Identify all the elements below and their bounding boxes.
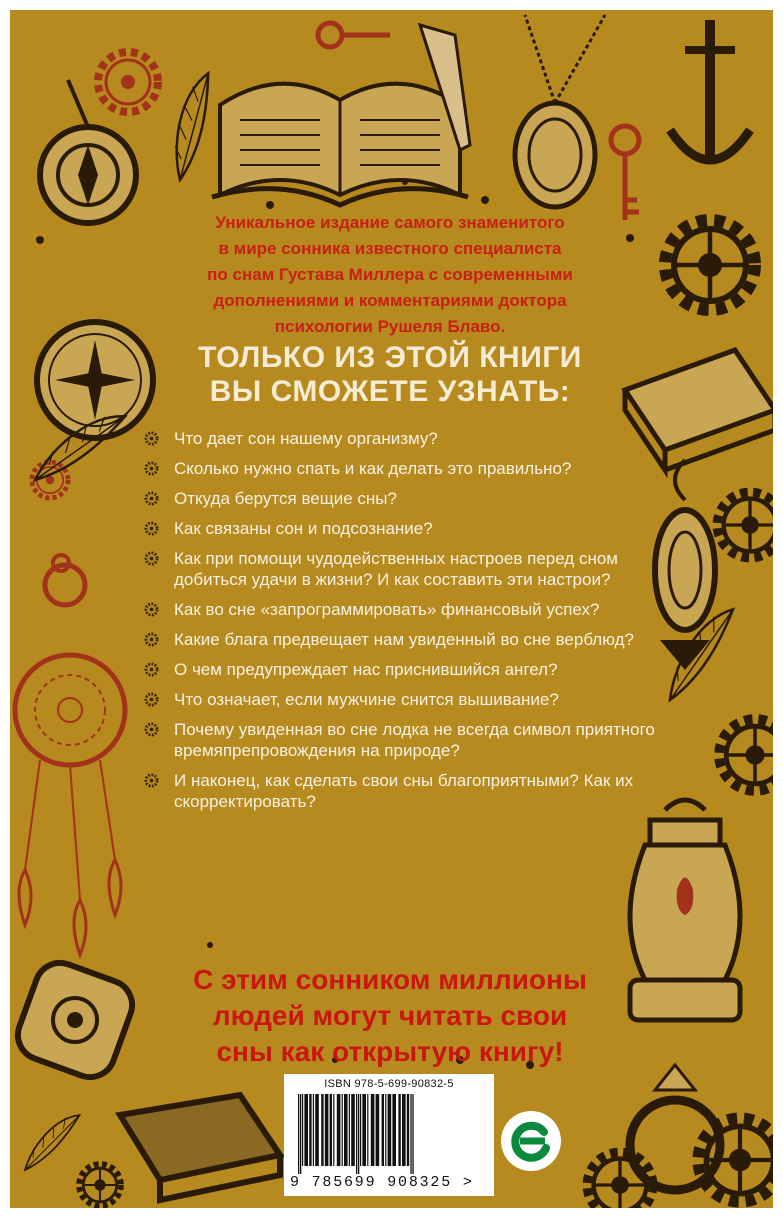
- question-text: Что означает, если мужчине снится вышивание?: [174, 690, 559, 709]
- gear-bullet-icon: [144, 692, 159, 707]
- gear-bullet-icon: [144, 632, 159, 647]
- question-text: Почему увиденная во сне лодка не всегда символ приятного времяпрепровождения на природе?: [174, 720, 655, 760]
- gear-bullet-icon: [144, 551, 159, 566]
- gear-bullet-icon: [144, 491, 159, 506]
- headline-line-1: ТОЛЬКО ИЗ ЭТОЙ КНИГИ: [198, 341, 582, 374]
- question-item: [144, 548, 664, 590]
- question-item: [144, 629, 664, 650]
- anchor-icon: [670, 20, 750, 160]
- isbn-barcode: [284, 1074, 494, 1196]
- question-text: Как связаны сон и подсознание?: [174, 519, 433, 538]
- gear-icon: [665, 220, 755, 310]
- dreamcatcher-icon: [15, 655, 125, 955]
- question-text: О чем предупреждает нас приснившийся ангел?: [174, 660, 558, 679]
- question-text: Как во сне «запрограммировать» финансовый успех?: [174, 600, 600, 619]
- publisher-logo-icon: [500, 1110, 562, 1172]
- gear-bullet-icon: [144, 602, 159, 617]
- ring-icon: [45, 555, 85, 605]
- question-item: [144, 488, 664, 509]
- book-icon: [120, 1095, 280, 1200]
- book-icon: [212, 84, 468, 205]
- key-icon: [318, 23, 390, 47]
- closing-slogan: С этим сонником миллионы людей могут читать свои сны как открытую книгу!: [193, 964, 587, 1067]
- brooch-icon: [40, 80, 136, 223]
- feather-icon: [159, 69, 221, 181]
- cover-blurb: Уникальное издание самого знаменитого в мире сонника известного специалиста по снам Густава Миллера с современными дополнениями и комментариями доктора психологии Рушеля Блаво.: [207, 213, 573, 336]
- question-item: [144, 689, 664, 710]
- gear-bullet-icon: [144, 722, 159, 737]
- question-item: [144, 428, 664, 449]
- gear-bullet-icon: [144, 773, 159, 788]
- key-icon: [611, 126, 639, 220]
- barcode-digits: 9 785699 908325 >: [290, 1174, 474, 1191]
- isbn-number: ISBN 978-5-699-90832-5: [324, 1078, 454, 1090]
- question-item: [144, 770, 664, 812]
- feather-icon: [15, 1109, 86, 1173]
- question-list: [144, 428, 664, 821]
- gear-icon: [79, 1164, 121, 1206]
- question-text: И наконец, как сделать свои сны благоприятными? Как их скорректировать?: [174, 771, 634, 811]
- book-back-cover: [10, 10, 773, 1208]
- locket-icon: [515, 15, 605, 207]
- question-text: Сколько нужно спать и как делать это правильно?: [174, 459, 572, 478]
- gear-bullet-icon: [144, 431, 159, 446]
- gear-bullet-icon: [144, 662, 159, 677]
- gear-icon: [717, 492, 773, 558]
- question-item: [144, 458, 664, 479]
- gear-icon: [719, 719, 773, 791]
- question-item: [144, 659, 664, 680]
- question-item: [144, 599, 664, 620]
- gear-icon: [698, 1118, 773, 1202]
- cover-headline: [70, 341, 710, 409]
- question-text: Какие блага предвещает нам увиденный во сне верблюд?: [174, 630, 634, 649]
- question-text: Что дает сон нашему организму?: [174, 429, 438, 448]
- gear-bullet-icon: [144, 521, 159, 536]
- question-text: Как при помощи чудодейственных настроев перед сном добиться удачи в жизни? И как составить эти настрои?: [174, 549, 618, 589]
- gear-bullet-icon: [144, 461, 159, 476]
- question-item: [144, 518, 664, 539]
- question-text: Откуда берутся вещие сны?: [174, 489, 397, 508]
- question-item: [144, 719, 664, 761]
- gear-icon: [98, 52, 158, 112]
- barcode-bars: [290, 1094, 488, 1174]
- ring-icon: [630, 1065, 720, 1190]
- headline-line-2: ВЫ СМОЖЕТЕ УЗНАТЬ:: [209, 375, 571, 408]
- earring-icon: [655, 460, 715, 670]
